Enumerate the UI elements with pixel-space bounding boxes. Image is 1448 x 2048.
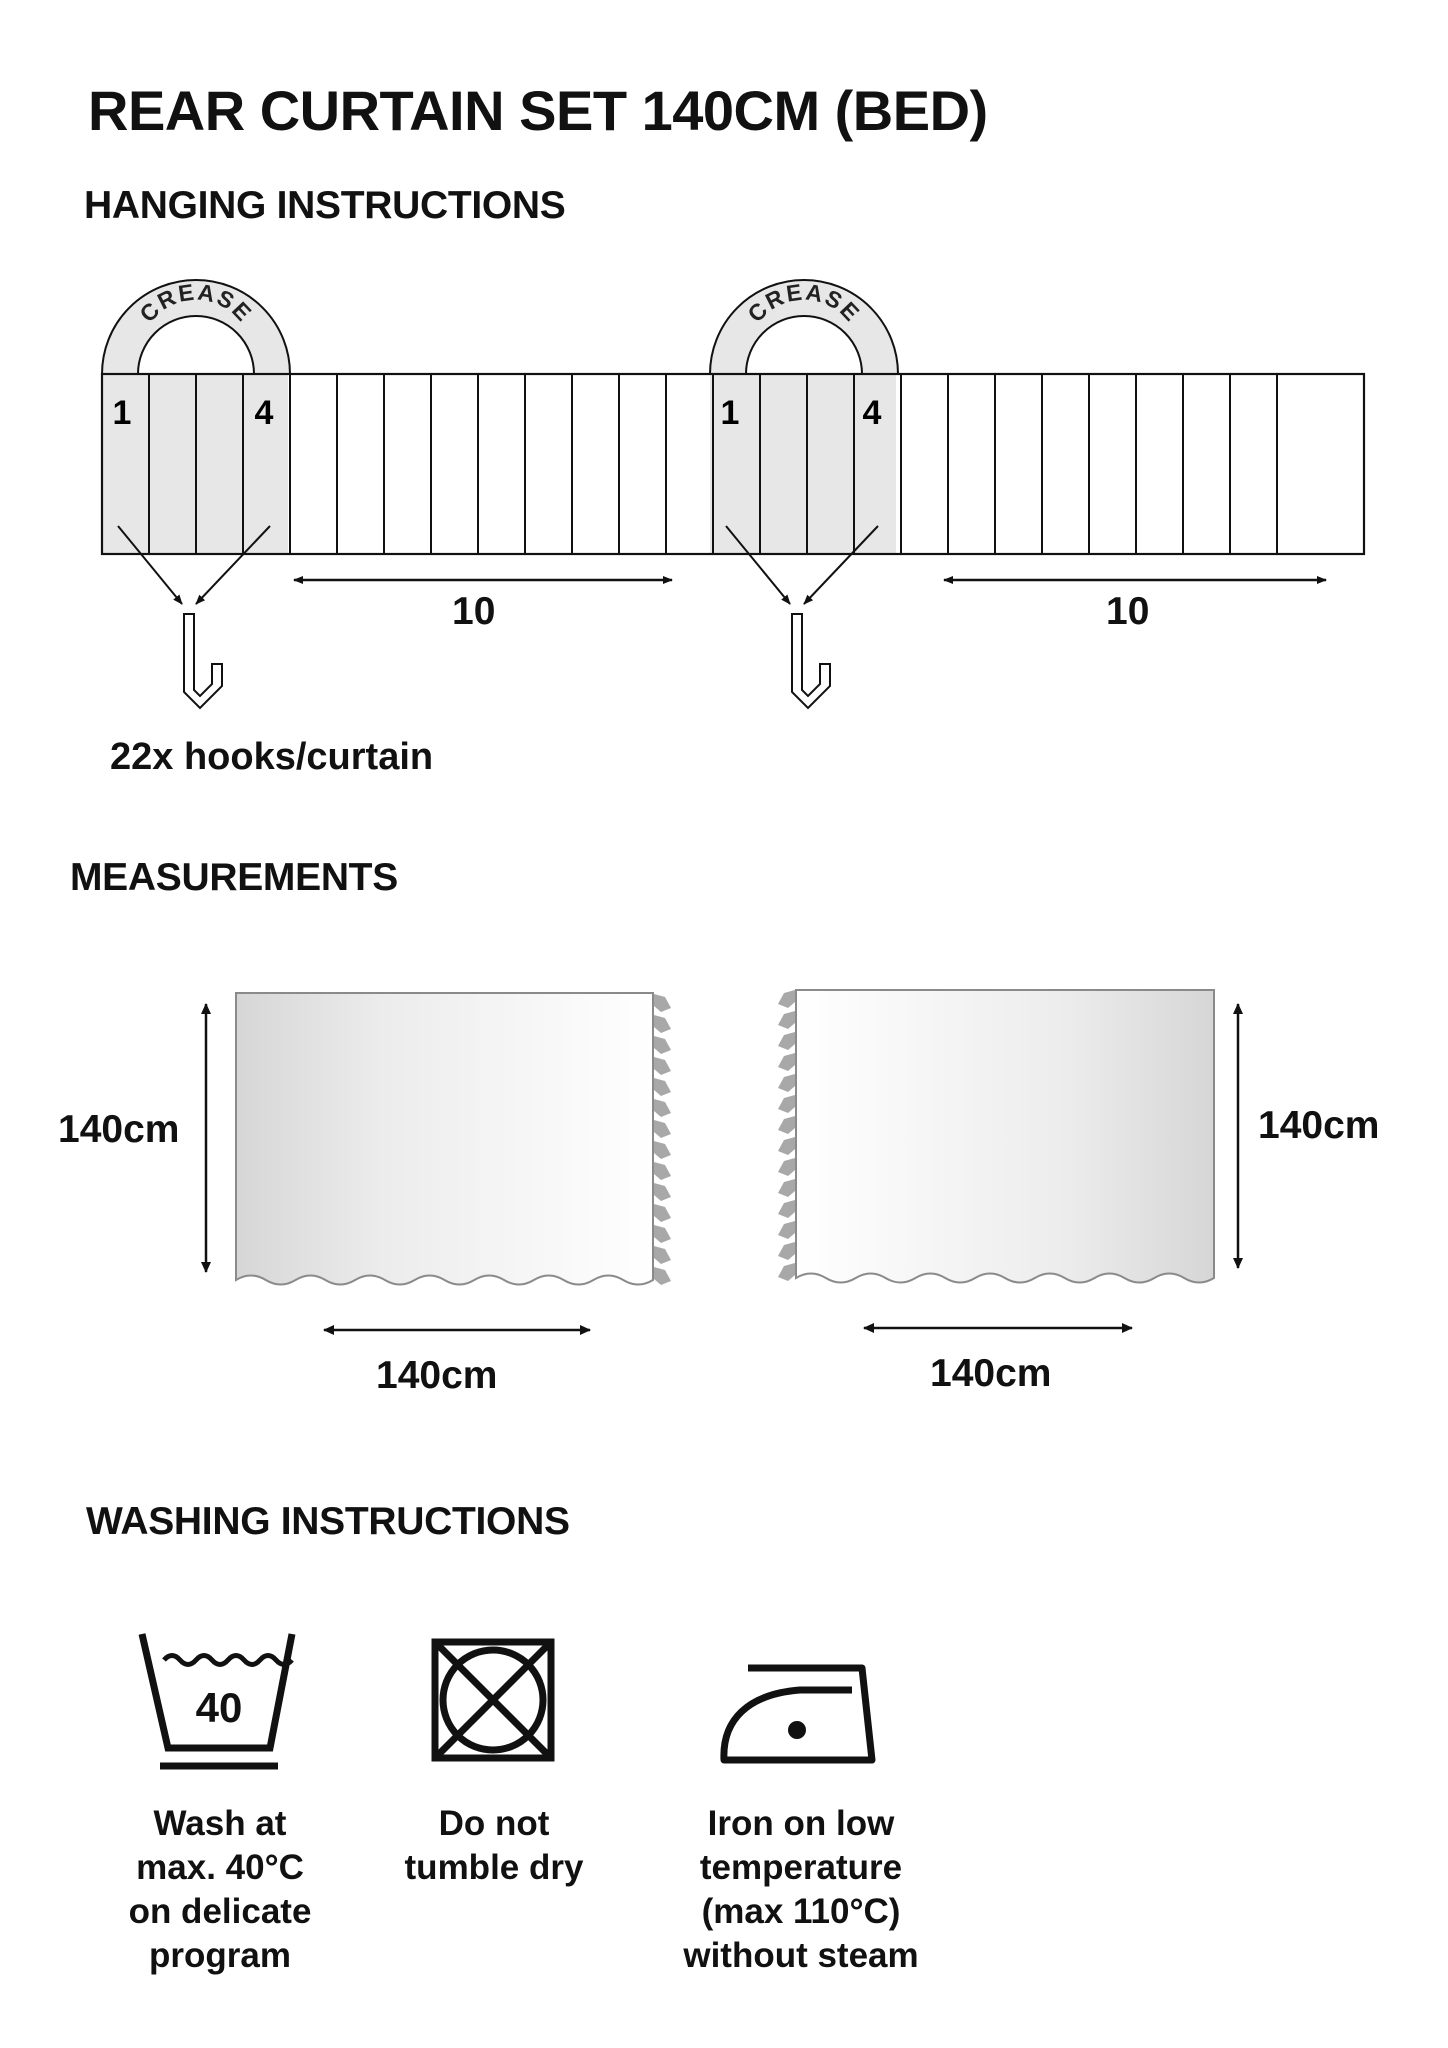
fold-start-number: 1 [112, 394, 132, 432]
right-width-label: 140cm [930, 1352, 1052, 1395]
iron-dot [788, 1721, 806, 1739]
crease-label: CREASE [742, 278, 866, 328]
left-height-label: 140cm [58, 1108, 180, 1151]
fold-end-number: 4 [254, 394, 274, 432]
page-title: REAR CURTAIN SET 140CM (BED) [88, 79, 988, 142]
care-caption-wash: Wash at max. 40°C on delicate program [128, 1804, 312, 1975]
pleat-spacing-label: 10 [452, 590, 496, 633]
care-caption-dry: Do not tumble dry [404, 1804, 584, 1887]
crease-label: CREASE [134, 278, 258, 328]
pleat-spacing-label: 10 [1106, 590, 1150, 633]
right-height-label: 140cm [1258, 1104, 1380, 1147]
no-tumble-dry-icon [435, 1642, 551, 1758]
left-width-label: 140cm [376, 1354, 498, 1397]
wash-temperature: 40 [195, 1684, 243, 1731]
iron-low-icon [724, 1668, 872, 1760]
washing-heading: WASHING INSTRUCTIONS [86, 1500, 570, 1543]
care-caption-iron: Iron on low temperature (max 110°C) without steam [683, 1804, 919, 1975]
hooks-count-text: 22x hooks/curtain [110, 736, 434, 778]
fold-start-number: 1 [720, 394, 740, 432]
fold-end-number: 4 [862, 394, 882, 432]
measurements-heading: MEASUREMENTS [70, 856, 398, 899]
hanging-heading: HANGING INSTRUCTIONS [84, 184, 566, 227]
